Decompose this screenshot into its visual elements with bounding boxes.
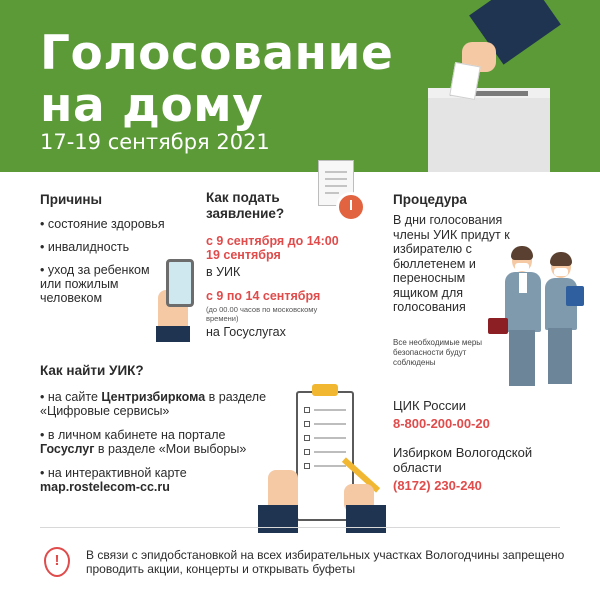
cik-label: ЦИК России <box>393 398 466 413</box>
checklist-row <box>304 435 346 441</box>
reasons-section <box>40 192 170 314</box>
page-title <box>40 28 393 132</box>
reason-item: • уход за ребенком или пожилым человеком <box>40 263 150 305</box>
procedure-text: В дни голосования члены УИК придут к избирателю с бюллетенем и переносным ящиком для голосования <box>393 213 510 314</box>
title-line-2: на дому <box>40 78 264 133</box>
apply-section <box>206 190 356 339</box>
find-uik-heading: Как найти УИК? <box>40 363 144 378</box>
find-item-gos-prefix: • в личном кабинете на портале <box>40 428 226 442</box>
find-item-gosuslugi <box>40 428 280 456</box>
procedure-section <box>393 192 513 315</box>
clipboard-clip <box>312 384 338 396</box>
procedure-heading: Процедура <box>393 192 467 207</box>
safety-note: Все необходимые меры безопасности будут соблюдены <box>393 338 483 367</box>
find-item-gos-bold: Госуслуг <box>40 442 95 456</box>
uik-label: в УИК <box>206 265 241 279</box>
map-link[interactable]: map.rostelecom-cc.ru <box>40 480 170 494</box>
find-item-cik-suffix: в разделе «Цифровые сервисы» <box>40 390 267 418</box>
clipboard-sleeve-left <box>258 505 298 533</box>
checklist-row <box>304 449 346 455</box>
uik-period: с 9 сентября до 14:00 19 сентября <box>206 234 339 262</box>
apply-heading: Как подать заявление? <box>206 190 285 221</box>
izbirkom-phone[interactable]: (8172) 230-240 <box>393 478 482 493</box>
warning-icon: ! <box>44 547 70 577</box>
ballot-box-icon <box>428 98 550 172</box>
gosuslugi-period: с 9 по 14 сентября <box>206 289 321 303</box>
smartphone-icon <box>166 259 194 307</box>
reason-item: • инвалидность <box>40 240 130 254</box>
reasons-heading: Причины <box>40 192 103 207</box>
contacts-section <box>393 398 573 493</box>
find-item-map <box>40 466 280 494</box>
gosuslugi-note: (до 00.00 часов по московскому времени) <box>206 305 318 323</box>
find-item-map-prefix: • на интерактивной карте <box>40 466 187 480</box>
izbirkom-label: Избирком Вологодской области <box>393 445 533 475</box>
checklist-row <box>304 407 346 413</box>
clipboard-sleeve-right <box>346 505 386 533</box>
find-item-cik-prefix: • на сайте <box>40 390 102 404</box>
gosuslugi-label: на Госуслугах <box>206 325 286 339</box>
cik-phone[interactable]: 8-800-200-00-20 <box>393 416 490 431</box>
header-banner <box>0 0 600 172</box>
find-item-gos-suffix: в разделе «Мои выборы» <box>94 442 247 456</box>
find-uik-section <box>40 363 280 504</box>
footer-notice: В связи с эпидобстановкой на всех избирательных участках Вологодчины запрещено проводить акции, концерты и открывать буфеты <box>86 548 565 576</box>
checklist-row <box>304 421 346 427</box>
reason-item: • состояние здоровья <box>40 217 165 231</box>
checklist-row <box>304 463 346 469</box>
find-item-cik <box>40 390 280 418</box>
clock-icon <box>336 192 366 222</box>
footer-divider <box>40 527 560 528</box>
title-line-1: Голосование <box>40 26 394 81</box>
find-item-cik-bold: Центризбиркома <box>101 390 206 404</box>
phone-sleeve <box>156 326 190 342</box>
voting-dates: 17-19 сентября 2021 <box>40 130 270 154</box>
